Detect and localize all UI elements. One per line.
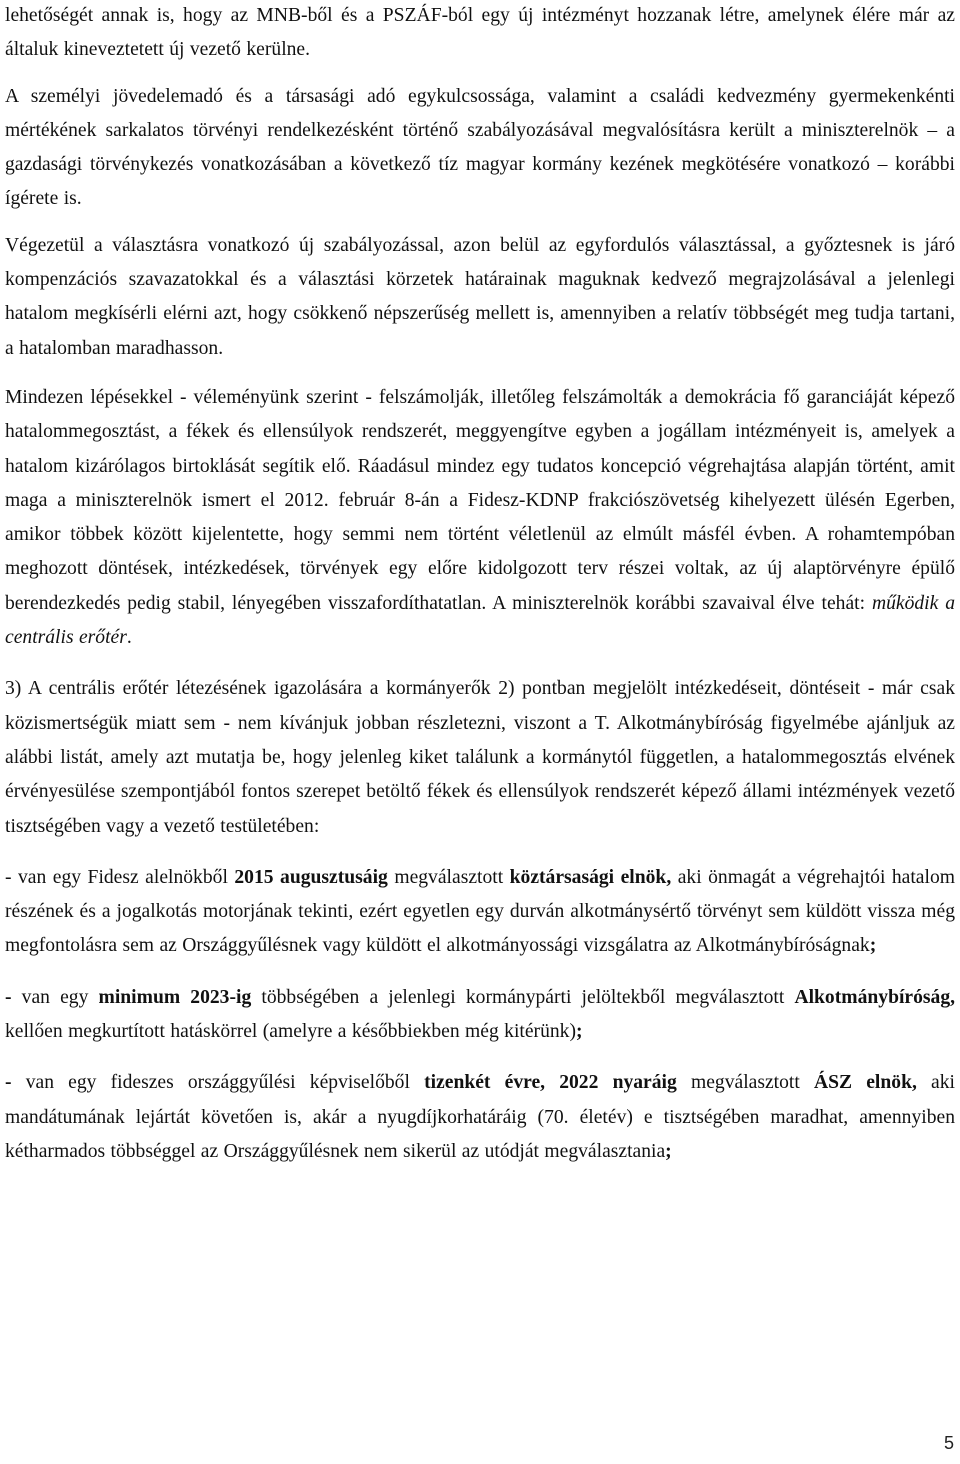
list-item-2-text-c: többségében a jelenlegi kormánypárti jelöltekből megválasztott	[251, 986, 795, 1008]
list-item-2	[5, 981, 955, 1050]
paragraph-2: A személyi jövedelemadó és a társasági adó egykulcsossága, valamint a családi kedvezmény gyermekenkénti mértékének sarkalatos törvényi rendelkezésként történő szabályozásával megvalósításra került a miniszterelnök – a gazdasági törvénykezés vonatkozásában a következő tíz magyar kormány kezének megkötésére vonatkozó – korábbi ígérete is.	[5, 85, 955, 210]
list-item-3-text-d: aki mandátumának lejártát követően is, akár a nyugdíjkorhatáráig (70. életév) e tisztségében maradhat, amennyiben kétharmados többséggel az Országgyűlésnek nem sikerül az utódját megválasztania	[5, 1072, 955, 1162]
paragraph-4-end: .	[126, 627, 132, 649]
list-item-2-bold-1: minimum 2023-ig	[98, 986, 252, 1008]
list-item-3-bold-2: ÁSZ elnök,	[813, 1072, 917, 1094]
list-item-1-bold-1: 2015 augusztusáig	[234, 866, 388, 888]
list-item-1-bold-2: köztársasági elnök,	[509, 866, 672, 888]
paragraph-4	[5, 381, 955, 655]
list-item-3-text-c: megválasztott	[676, 1072, 814, 1094]
list-item-3-dash: -	[5, 1072, 12, 1094]
list-item-1	[5, 861, 955, 964]
list-item-1-text-c: megválasztott	[387, 866, 510, 888]
paragraph-5: 3) A centrális erőtér létezésének igazolására a kormányerők 2) pontban megjelölt intézkedéseit, döntéseit - már csak közismertségük miatt sem - nem kívánjuk jobban részletezni, viszont a T. Alkotmánybíróság figyelmébe ajánljuk az alábbi listát, amely azt mutatja be, hogy jelenleg kiket találunk a kormánytól független, a hatalommegosztás elvének érvényesülése szempontjából fontos szerepet betöltő fékek és ellensúlyok rendszerét képező állami intézmények vezető tisztségében vagy a vezető testületében:	[5, 678, 955, 837]
list-item-1-text-a: - van egy Fidesz alelnökből	[5, 866, 235, 888]
page-number: 5	[943, 1433, 954, 1453]
list-item-2-dash: -	[5, 986, 12, 1008]
list-item-2-text-d: kellően megkurtított hatáskörrel (amelyre a későbbiekben még kitérünk)	[5, 1021, 576, 1043]
list-item-3-bold-3: ;	[665, 1140, 672, 1162]
list-item-3-bold-1: tizenkét évre, 2022 nyaráig	[424, 1072, 677, 1094]
list-item-3-text-a: van egy fideszes országgyűlési képviselőből	[11, 1072, 425, 1094]
list-item-2-bold-2: Alkotmánybíróság,	[794, 986, 956, 1008]
list-item-2-bold-3: ;	[575, 1021, 583, 1043]
document-page	[5, 0, 955, 1169]
list-item-3	[5, 1066, 955, 1169]
list-item-1-text-d: aki önmagát a végrehajtói hatalom részének és a jogalkotás motorjának tekinti, ezért egyetlen egy durván alkotmánysértő törvényt sem küldött vissza még megfontolásra sem az Országgyűlésnek vagy küldött el alkotmányossági vizsgálatra az Alkotmánybíróságnak	[5, 866, 955, 957]
list-item-2-text-a: van egy	[11, 986, 99, 1008]
paragraph-4-text: Mindezen lépésekkel - véleményünk szerint - felszámolják, illetőleg felszámolták a demokrácia fő garanciáját képező hatalommegosztást, a fékek és ellensúlyok rendszerét, meggyengítve egyben a jogállam intézményeit is, amelyek a hatalom kizárólagos birtoklását segítik elő. Ráadásul mindez egy tudatos koncepció végrehajtása alapján történt, amit maga a miniszterelnök ismert el 2012. február 8-án a Fidesz-KDNP frakciószövetség kihelyezett ülésén Egerben, amikor többek között kijelentette, hogy semmi nem történt véletlenül az elmúlt másfél évben. A rohamtempóban meghozott döntések, intézkedések, törvények egy előre kidolgozott terv részei voltak, az új alaptörvényre épülő berendezkedés pedig stabil, lényegében visszafordíthatatlan. A miniszterelnök korábbi szavaival élve tehát:	[5, 386, 955, 614]
paragraph-4-quote: működik a centrális erőtér	[5, 592, 956, 649]
list-item-1-bold-3: ;	[869, 935, 877, 957]
paragraph-3: Végezetül a választásra vonatkozó új szabályozással, azon belül az egyfordulós választással, a győztesnek is járó kompenzációs szavazatokkal és a választási körzetek határainak maguknak kedvező megrajzolásával a jelenlegi hatalom megkísérli elérni azt, hogy csökkenő népszerűség mellett is, amennyiben a relatív többségét meg tudja tartani, a hatalomban maradhasson.	[5, 234, 955, 359]
paragraph-1: lehetőségét annak is, hogy az MNB-ből és a PSZÁF-ból egy új intézményt hozzanak létre, amelynek élére már az általuk kineveztetett új vezető kerülne.	[5, 5, 955, 61]
